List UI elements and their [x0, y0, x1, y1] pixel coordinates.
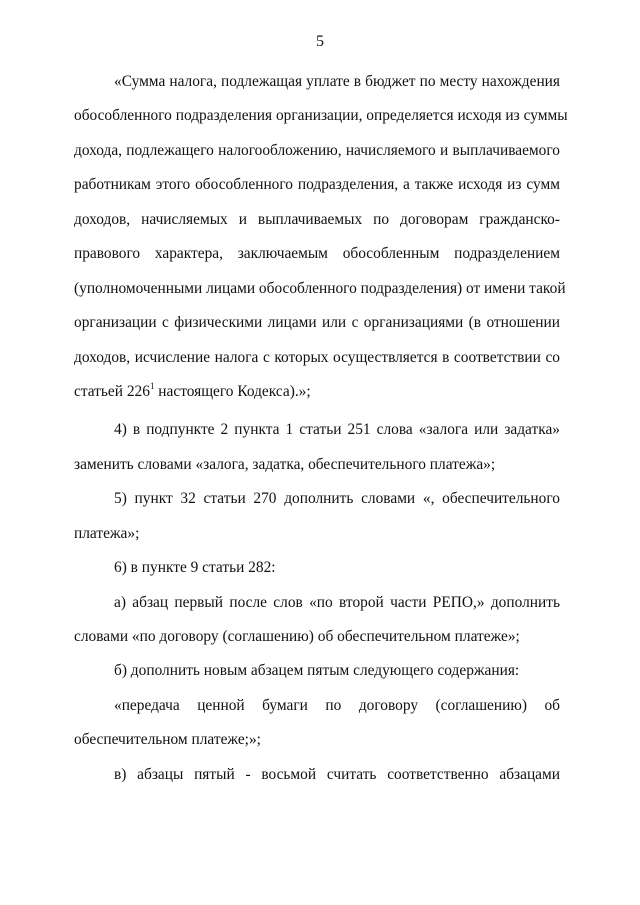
text-line: «передача ценной бумаги по договору (соглашению) об — [114, 697, 560, 714]
text-fragment: статьей 226 — [74, 383, 150, 400]
text-line: работникам этого обособленного подразделения, а также исходя из сумм — [74, 176, 560, 193]
text-line: «Сумма налога, подлежащая уплате в бюджет по месту нахождения — [114, 73, 560, 90]
text-line: а) абзац первый после слов «по второй части РЕПО,» дополнить — [114, 594, 560, 611]
text-line: обособленного подразделения организации, определяется исходя из суммы — [74, 107, 568, 124]
page-number: 5 — [316, 33, 324, 50]
text-line: (уполномоченными лицами обособленного подразделения) от имени такой — [74, 280, 566, 297]
text-line: организации с физическими лицами или с организациями (в отношении — [74, 314, 560, 331]
text-line: правового характера, заключаемым обособленным подразделением — [74, 245, 560, 262]
text-line: обеспечительном платеже;»; — [74, 731, 261, 748]
text-line: доходов, начисляемых и выплачиваемых по договорам гражданско- — [74, 211, 560, 228]
text-line: доходов, исчисление налога с которых осуществляется в соответствии со — [74, 349, 560, 366]
text-line: 4) в подпункте 2 пункта 1 статьи 251 слова «залога или задатка» — [114, 421, 560, 438]
text-line: 6) в пункте 9 статьи 282: — [114, 559, 276, 576]
text-fragment: настоящего Кодекса).»; — [158, 383, 311, 400]
text-line — [74, 382, 560, 402]
text-line: заменить словами «залога, задатка, обеспечительного платежа»; — [74, 456, 496, 473]
text-line: 5) пункт 32 статьи 270 дополнить словами «, обеспечительного — [114, 490, 560, 507]
text-line: б) дополнить новым абзацем пятым следующего содержания: — [114, 662, 520, 679]
text-line: дохода, подлежащего налогообложению, начисляемого и выплачиваемого — [74, 142, 560, 159]
text-line: в) абзацы пятый - восьмой считать соответственно абзацами — [114, 766, 560, 783]
text-line: платежа»; — [74, 525, 140, 542]
superscript: 1 — [149, 380, 155, 391]
text-line: словами «по договору (соглашению) об обеспечительном платеже»; — [74, 628, 520, 645]
